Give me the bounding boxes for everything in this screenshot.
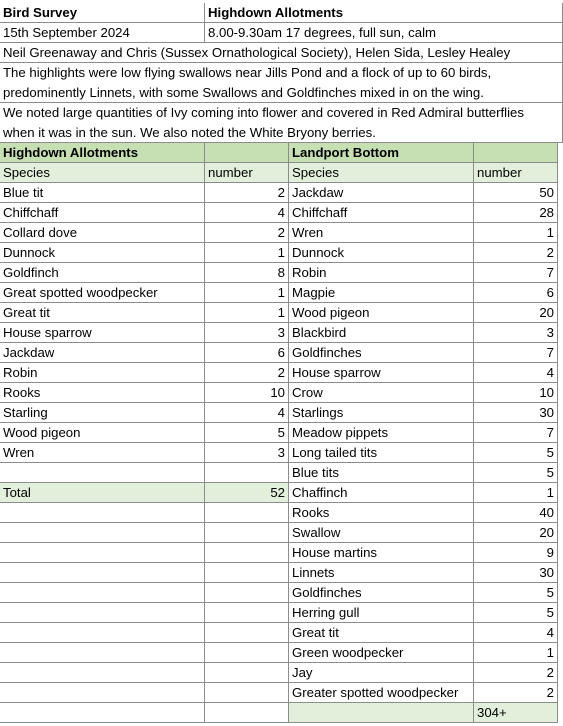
section-heading-row	[0, 143, 563, 163]
landport-species-cell[interactable]: Greater spotted woodpecker	[289, 683, 474, 703]
table-row	[0, 423, 563, 443]
highdown-species-header[interactable]: Species	[0, 163, 205, 183]
landport-number-cell[interactable]: 50	[474, 183, 558, 203]
table-row	[0, 403, 563, 423]
column-header-row	[0, 163, 563, 183]
landport-species-cell[interactable]: House martins	[289, 543, 474, 563]
highlights-note[interactable]: The highlights were low flying swallows near Jills Pond and a flock of up to 60 birds, predominently Linnets, with some Swallows and Goldfinches mixed in on the wing.	[0, 63, 563, 103]
empty-cell[interactable]	[0, 503, 205, 523]
empty-cell[interactable]	[205, 683, 289, 703]
date-row	[0, 23, 563, 43]
table-row	[0, 523, 563, 543]
table-row	[0, 363, 563, 383]
empty-cell[interactable]	[205, 543, 289, 563]
landport-number-cell[interactable]: 1	[474, 483, 558, 503]
landport-species-cell[interactable]: Swallow	[289, 523, 474, 543]
highdown-species-cell[interactable]: Blue tit	[0, 183, 205, 203]
highdown-number-cell[interactable]: 10	[205, 383, 289, 403]
empty-cell[interactable]	[0, 463, 205, 483]
table-row	[0, 663, 563, 683]
empty-cell[interactable]	[205, 563, 289, 583]
highdown-number-cell[interactable]: 2	[205, 223, 289, 243]
highdown-number-cell[interactable]: 4	[205, 203, 289, 223]
table-row	[0, 383, 563, 403]
ivy-note[interactable]: We noted large quantities of Ivy coming into flower and covered in Red Admiral butterflies when it was in the sun. We also noted the White Bryony berries.	[0, 103, 563, 143]
highdown-species-cell[interactable]: Chiffchaff	[0, 203, 205, 223]
empty-cell[interactable]	[0, 703, 205, 723]
landport-species-cell[interactable]: House sparrow	[289, 363, 474, 383]
survey-date[interactable]: 15th September 2024	[0, 23, 205, 43]
table-row	[0, 463, 563, 483]
landport-number-cell[interactable]: 4	[474, 623, 558, 643]
table-row	[0, 703, 563, 723]
landport-species-cell[interactable]: Rooks	[289, 503, 474, 523]
landport-number-cell[interactable]: 2	[474, 243, 558, 263]
empty-cell[interactable]	[205, 523, 289, 543]
landport-heading[interactable]: Landport Bottom	[289, 143, 474, 163]
landport-number-cell[interactable]: 7	[474, 263, 558, 283]
empty-cell[interactable]	[0, 663, 205, 683]
landport-number-cell[interactable]: 30	[474, 563, 558, 583]
landport-number-cell[interactable]: 20	[474, 303, 558, 323]
highdown-number-cell[interactable]: 6	[205, 343, 289, 363]
landport-species-cell[interactable]: Crow	[289, 383, 474, 403]
table-row	[0, 323, 563, 343]
highdown-heading-spacer[interactable]	[205, 143, 289, 163]
highdown-species-cell[interactable]: Rooks	[0, 383, 205, 403]
landport-species-cell[interactable]: Blue tits	[289, 463, 474, 483]
highdown-species-cell[interactable]: Great spotted woodpecker	[0, 283, 205, 303]
empty-cell[interactable]	[205, 503, 289, 523]
landport-number-cell[interactable]: 1	[474, 643, 558, 663]
landport-number-cell[interactable]: 7	[474, 423, 558, 443]
table-row	[0, 683, 563, 703]
highdown-species-cell[interactable]: Starling	[0, 403, 205, 423]
landport-species-cell[interactable]: Goldfinches	[289, 343, 474, 363]
empty-cell[interactable]	[0, 683, 205, 703]
landport-number-cell[interactable]: 5	[474, 443, 558, 463]
highdown-number-cell[interactable]: 4	[205, 403, 289, 423]
highdown-species-cell[interactable]: Great tit	[0, 303, 205, 323]
highdown-number-cell[interactable]: 1	[205, 283, 289, 303]
highdown-number-cell[interactable]: 1	[205, 243, 289, 263]
highdown-species-cell[interactable]: Jackdaw	[0, 343, 205, 363]
highdown-species-cell[interactable]: Collard dove	[0, 223, 205, 243]
highdown-number-cell[interactable]: 3	[205, 323, 289, 343]
table-row	[0, 443, 563, 463]
highdown-species-cell[interactable]: Robin	[0, 363, 205, 383]
highdown-species-cell[interactable]: Wren	[0, 443, 205, 463]
empty-cell[interactable]	[205, 463, 289, 483]
landport-species-cell[interactable]: Meadow pippets	[289, 423, 474, 443]
highdown-number-cell[interactable]: 5	[205, 423, 289, 443]
observers[interactable]: Neil Greenaway and Chris (Sussex Ornathological Society), Helen Sida, Lesley Healey	[0, 43, 563, 63]
highdown-number-cell[interactable]: 3	[205, 443, 289, 463]
empty-cell[interactable]	[0, 603, 205, 623]
highdown-species-cell[interactable]: House sparrow	[0, 323, 205, 343]
highdown-species-cell[interactable]: Goldfinch	[0, 263, 205, 283]
table-row	[0, 483, 563, 503]
survey-title[interactable]: Bird Survey	[0, 3, 205, 23]
landport-number-cell[interactable]: 28	[474, 203, 558, 223]
table-row	[0, 563, 563, 583]
landport-number-cell[interactable]: 6	[474, 283, 558, 303]
empty-cell[interactable]	[0, 583, 205, 603]
highdown-heading[interactable]: Highdown Allotments	[0, 143, 205, 163]
landport-number-cell[interactable]: 1	[474, 223, 558, 243]
survey-conditions[interactable]: 8.00-9.30am 17 degrees, full sun, calm	[205, 23, 563, 43]
landport-number-cell[interactable]: 2	[474, 683, 558, 703]
table-row	[0, 643, 563, 663]
empty-cell[interactable]	[0, 523, 205, 543]
title-row	[0, 3, 563, 23]
landport-number-cell[interactable]: 20	[474, 523, 558, 543]
landport-number-cell[interactable]: 10	[474, 383, 558, 403]
table-row	[0, 263, 563, 283]
landport-number-cell[interactable]: 40	[474, 503, 558, 523]
table-row	[0, 343, 563, 363]
landport-number-cell[interactable]: 7	[474, 343, 558, 363]
table-row	[0, 183, 563, 203]
landport-species-cell[interactable]: Chiffchaff	[289, 203, 474, 223]
highdown-number-cell[interactable]: 1	[205, 303, 289, 323]
table-row	[0, 223, 563, 243]
landport-number-cell[interactable]: 4	[474, 363, 558, 383]
landport-species-cell[interactable]: Goldfinches	[289, 583, 474, 603]
landport-species-cell[interactable]: Linnets	[289, 563, 474, 583]
empty-cell[interactable]	[0, 543, 205, 563]
landport-species-cell[interactable]: Robin	[289, 263, 474, 283]
landport-species-cell[interactable]: Dunnock	[289, 243, 474, 263]
empty-cell[interactable]	[205, 663, 289, 683]
landport-heading-spacer[interactable]	[474, 143, 558, 163]
empty-cell[interactable]	[205, 643, 289, 663]
landport-species-cell[interactable]: Magpie	[289, 283, 474, 303]
highdown-total-value[interactable]: 52	[205, 483, 289, 503]
landport-number-cell[interactable]: 5	[474, 583, 558, 603]
highdown-number-cell[interactable]: 8	[205, 263, 289, 283]
empty-cell[interactable]	[205, 703, 289, 723]
empty-cell[interactable]	[0, 563, 205, 583]
landport-number-cell[interactable]: 5	[474, 463, 558, 483]
landport-species-cell[interactable]: Long tailed tits	[289, 443, 474, 463]
table-row	[0, 203, 563, 223]
highdown-species-cell[interactable]: Wood pigeon	[0, 423, 205, 443]
empty-cell[interactable]	[205, 603, 289, 623]
table-row	[0, 583, 563, 603]
table-row	[0, 503, 563, 523]
landport-species-cell[interactable]: Starlings	[289, 403, 474, 423]
highdown-number-cell[interactable]: 2	[205, 363, 289, 383]
empty-cell[interactable]	[0, 643, 205, 663]
empty-cell[interactable]	[205, 623, 289, 643]
landport-number-cell[interactable]: 5	[474, 603, 558, 623]
highdown-number-header[interactable]: number	[205, 163, 289, 183]
table-row	[0, 303, 563, 323]
highdown-number-cell[interactable]: 2	[205, 183, 289, 203]
table-row	[0, 243, 563, 263]
landport-species-cell[interactable]: Wood pigeon	[289, 303, 474, 323]
empty-cell[interactable]	[205, 583, 289, 603]
table-row	[0, 543, 563, 563]
landport-species-cell[interactable]: Chaffinch	[289, 483, 474, 503]
table-row	[0, 283, 563, 303]
landport-species-header[interactable]: Species	[289, 163, 474, 183]
landport-number-cell[interactable]: 9	[474, 543, 558, 563]
landport-species-cell[interactable]: Jackdaw	[289, 183, 474, 203]
landport-species-cell[interactable]: Great tit	[289, 623, 474, 643]
highdown-species-cell[interactable]: Dunnock	[0, 243, 205, 263]
landport-number-cell[interactable]: 30	[474, 403, 558, 423]
landport-species-cell[interactable]: Jay	[289, 663, 474, 683]
highdown-total-label[interactable]: Total	[0, 483, 205, 503]
table-row	[0, 603, 563, 623]
landport-number-cell[interactable]: 2	[474, 663, 558, 683]
landport-species-cell[interactable]: Blackbird	[289, 323, 474, 343]
site-name[interactable]: Highdown Allotments	[205, 3, 563, 23]
empty-cell[interactable]	[0, 623, 205, 643]
landport-species-cell[interactable]: Herring gull	[289, 603, 474, 623]
landport-species-cell[interactable]: Green woodpecker	[289, 643, 474, 663]
landport-total-spacer[interactable]	[289, 703, 474, 723]
landport-number-cell[interactable]: 3	[474, 323, 558, 343]
landport-number-header[interactable]: number	[474, 163, 558, 183]
table-row	[0, 623, 563, 643]
landport-species-cell[interactable]: Wren	[289, 223, 474, 243]
landport-total-value[interactable]: 304+	[474, 703, 558, 723]
